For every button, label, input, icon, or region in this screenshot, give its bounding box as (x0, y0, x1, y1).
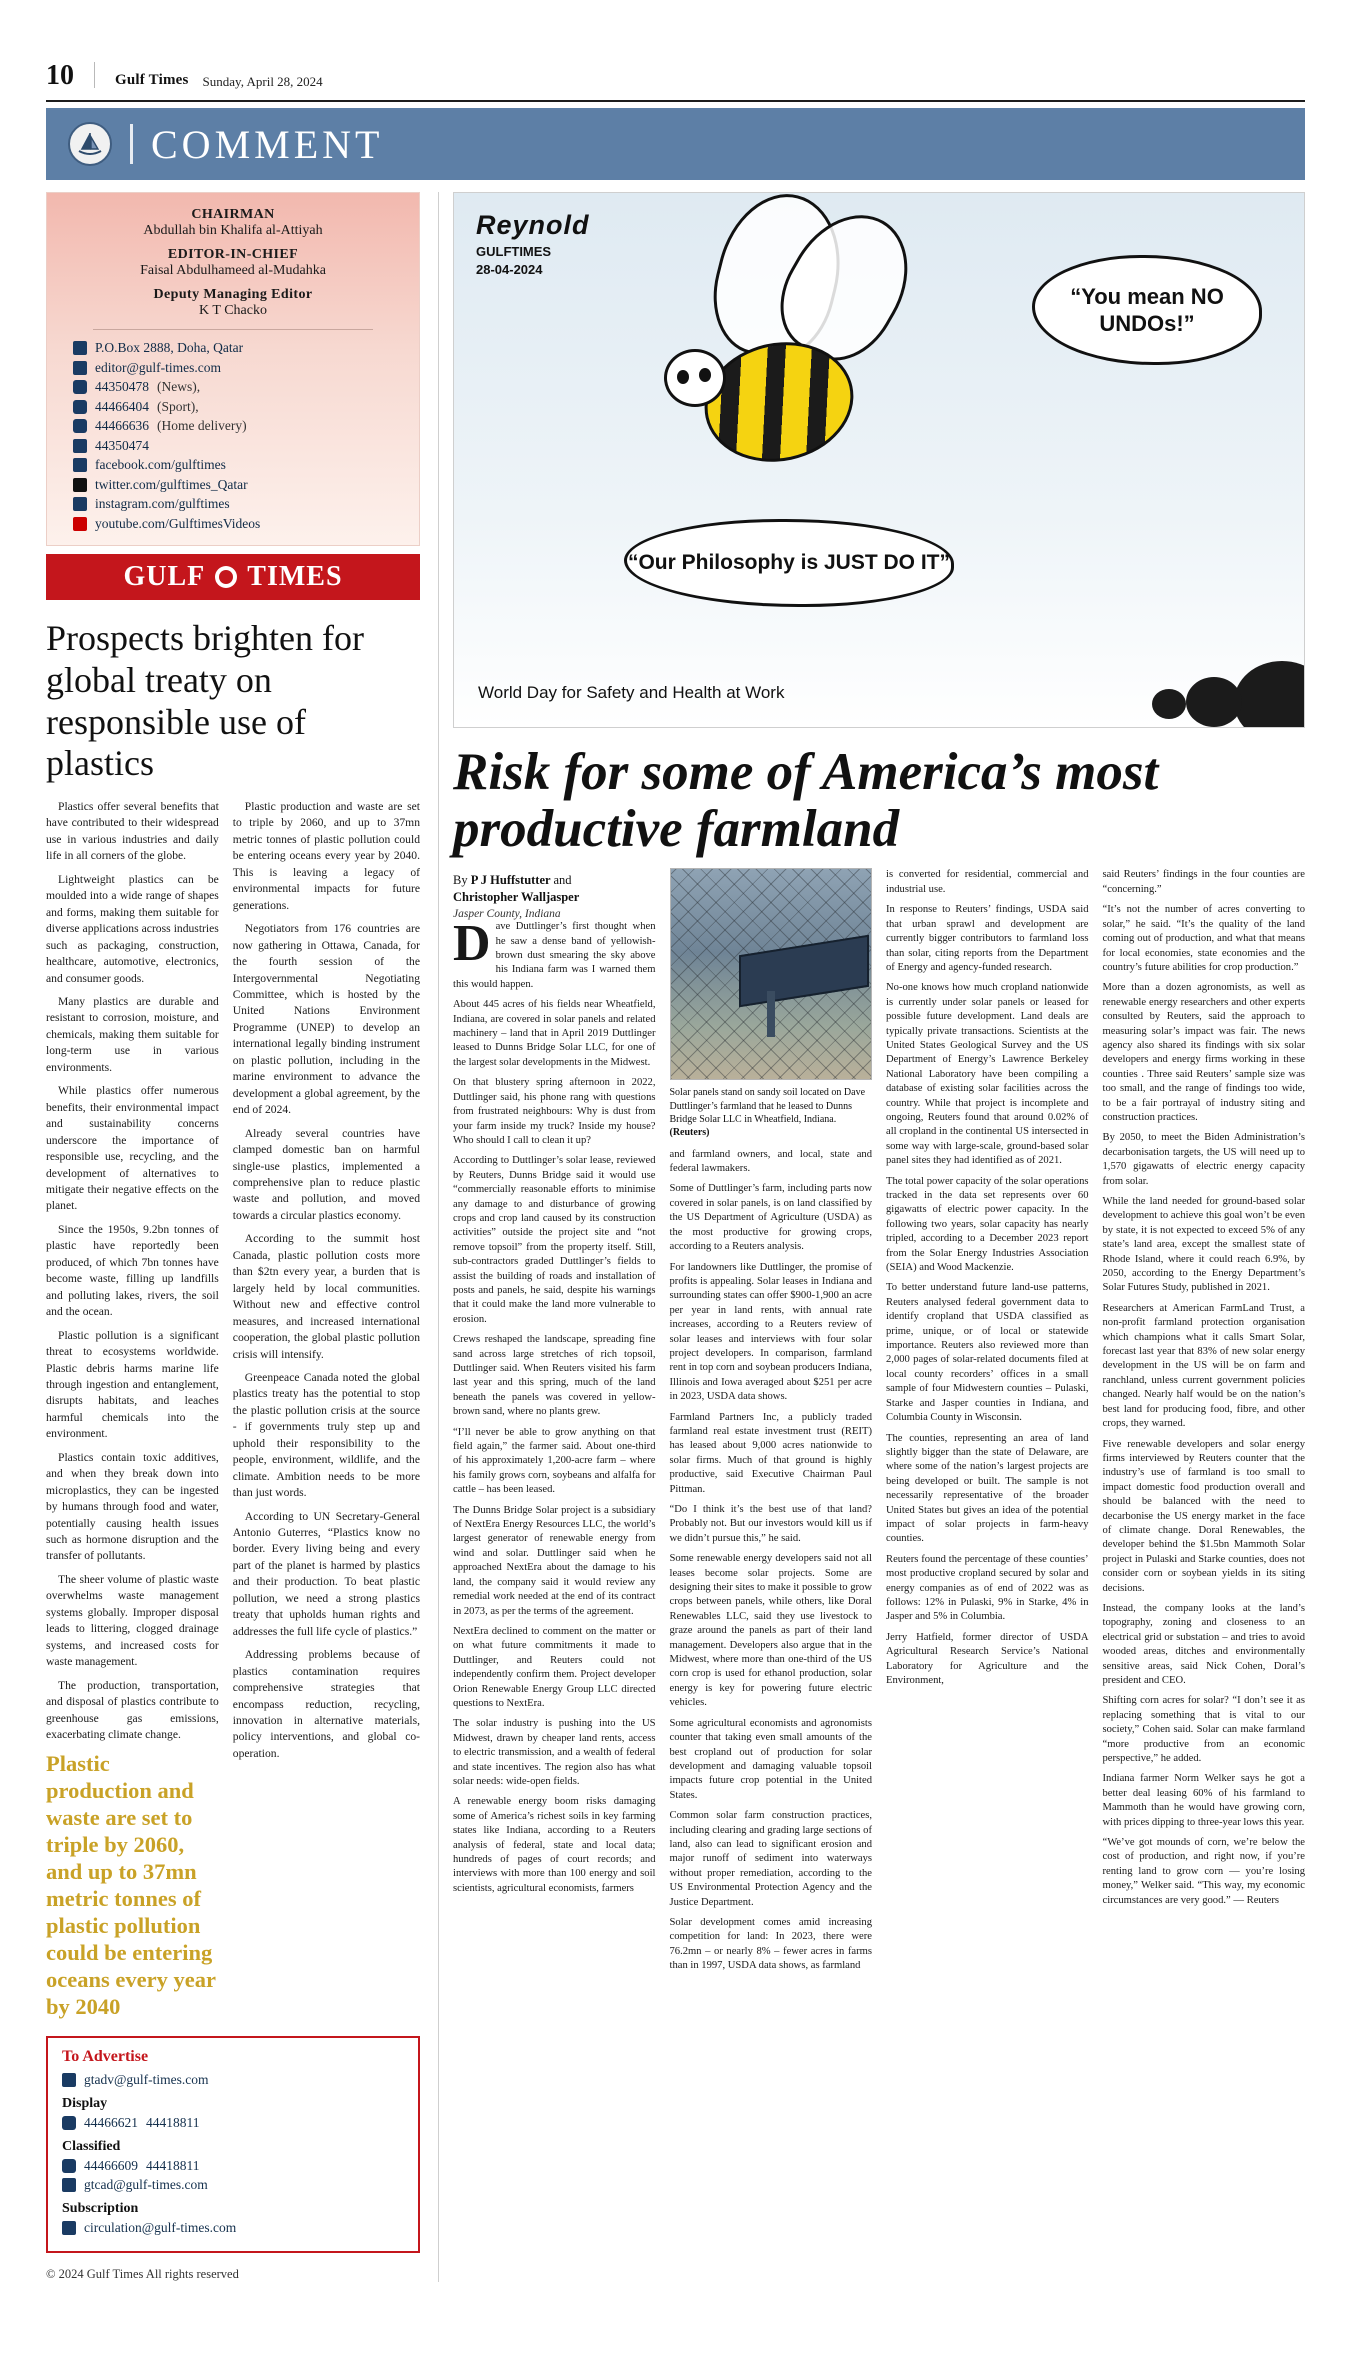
feature-col-4 (1103, 868, 1306, 1979)
page-number: 10 (46, 60, 74, 91)
byline-author-1: P J Huffstutter (470, 873, 551, 888)
contact-text[interactable]: editor@gulf-times.com (95, 359, 222, 375)
mail-icon (62, 2073, 76, 2087)
advertise-box (46, 2036, 420, 2253)
paragraph: Lightweight plastics can be moulded into a wide range of shapes and forms, making them suitable for diverse applications across industries such as packaging, construction, healthcare, automotive, electronics, and consumer goods. (46, 872, 219, 985)
bee-head-icon (664, 349, 726, 407)
classified-label: Classified (62, 2139, 121, 2155)
phone-icon (62, 2116, 76, 2130)
paragraph: Farmland Partners Inc, a publicly traded farmland real estate investment trust (REIT) has leased about 9,000 acres nationwide to solar firms. Much of that ground is highly productive, said Executive Chairman Paul Pittman. (669, 1411, 872, 1495)
paragraph: NextEra declined to comment on the matter or on what future commitments it made to Duttlinger, and Reuters could not independently confirm them. Project developer Orion Renewable Energy Group LLC directed questions to NextEra. (453, 1625, 656, 1709)
paragraph: Jerry Hatfield, former director of USDA Agricultural Research Service’s National Laboratory for Agriculture and the Environment, (886, 1631, 1089, 1686)
advertise-email[interactable]: gtadv@gulf-times.com (84, 2072, 209, 2088)
paragraph: Since the 1950s, 9.2bn tonnes of plastic have reportedly been produced, of which 7bn tonnes have become waste, filling up landfills and polluting lakes, rivers, the soil and the ocean. (46, 1222, 219, 1319)
paper-name: Gulf Times (115, 72, 189, 88)
paragraph: No-one knows how much cropland nationwide is currently under solar panels or leased for possible future development. Land deals are typically private transactions. Scientists at the United States Geological Survey and the US Department of Energy’s Lawrence Berkeley National Laboratory have been compiling a database of existing solar facilities across the country. While that project is incomplete and ongoing, Reuters found that around 0.02% of all cropland in the continental US intersected in some way with large-scale, ground-based solar panel sites they had identified as of 2021. (886, 982, 1089, 1167)
contact-text[interactable]: youtube.com/GulftimesVideos (95, 515, 261, 531)
paragraph: The Dunns Bridge Solar project is a subsidiary of NextEra Energy Resources LLC, the world’s largest generator of renewable energy from wind and solar. Duttlinger said when he approached NextEra about the damage to his land, the company said it would review any remedial work needed at the end of its contract in 2073, as per the terms of the agreement. (453, 1504, 656, 1617)
paragraph: On that blustery spring afternoon in 2022, Duttlinger said, his phone rang with questions from frustrated neighbours: Why is dust from your farm inside my truck? Inside my house? Who should I call to clean it up? (453, 1077, 656, 1146)
left-column (46, 192, 438, 2282)
paragraph: The production, transportation, and disposal of plastics contribute to greenhouse gas emissions, exacerbating climate change. (46, 1678, 219, 1742)
paragraph: For landowners like Duttlinger, the promise of profits is appealing. Solar leases in Indiana and surrounding states can offer $900-1,900 an acre per year in land rents, with annual rate increases, according to a Reuters review of solar leases and interviews with four solar project developers. In comparison, farmland rent in top corn and soybean producers Indiana, Illinois and Iowa averaged about $251 per acre in 2023, USDA data shows. (669, 1261, 872, 1403)
photo-caption-text: Solar panels stand on sandy soil located on Dave Duttlinger’s farmland that he leased to Dunns Bridge Solar LLC in Wheatfield, Indiana. (669, 1087, 866, 1126)
paragraph: Instead, the company looks at the land’s topography, zoning and closeness to an electrical grid or substation – and tries to avoid wooded areas, ditches and environmentally sensitive areas, said Nick Cohen, Doral’s president and CEO. (1102, 1602, 1305, 1686)
editor-label: EDITOR-IN-CHIEF (167, 247, 299, 262)
instagram-icon (73, 497, 87, 511)
paragraph: The solar industry is pushing into the US Midwest, drawn by cheaper land rents, access to electric transmission, and a wealth of federal and state incentives. The region also has what solar needs: wide-open fields. (453, 1718, 656, 1787)
contact-note: (Sport), (157, 398, 199, 414)
list-item[interactable] (73, 399, 393, 415)
deputy-name: K T Chacko (199, 303, 267, 318)
paragraph: According to the summit host Canada, plastic pollution costs more than $2tn every year, a burden that is largely held by local communities. Without new and effective control measures, and increased international cooperation, the global plastic pollution crisis will intensify. (232, 1232, 420, 1361)
dateline: Jasper County, Indiana (453, 908, 561, 921)
paragraph: The total power capacity of the solar operations tracked in the data set represents over 60 gigawatts of electric power capacity. In the following two years, solar capacity has nearly tripled, according to a December 2023 report from the Solar Energy Industries Association (SEIA) and Wood Mackenzie. (886, 1175, 1089, 1274)
phone-icon (73, 400, 87, 414)
paragraph: Dave Duttlinger’s first thought when he saw a dense band of yellowish-brown dust smearing the sky above his Indiana farm was I warned them this would happen. (453, 915, 656, 990)
display-label: Display (62, 2096, 108, 2112)
list-item[interactable] (73, 496, 393, 512)
feature-headline: Risk for some of America’s most productive farmland (453, 743, 1159, 859)
paragraph: In response to Reuters’ findings, USDA said that urban sprawl and development are currently bigger contributors to farmland loss than solar, citing reports from the Department of Energy and agency-funded research. (886, 904, 1089, 973)
editor-name: Faisal Abdulhameed al-Mudahka (140, 263, 326, 278)
paragraph: “I’ll never be able to grow anything on that field again,” the farmer said. About one-third of his approximately 1,200-acre farm – where his family grows corn, soybeans and alfalfa for cattle – has been leased. (453, 1426, 656, 1496)
display-phone-1[interactable]: 44466621 (84, 2115, 138, 2131)
paragraph: Plastics offer several benefits that have contributed to their widespread use in various industries and daily life in all corners of the globe. (46, 800, 219, 863)
contact-list (63, 340, 403, 532)
paragraph: The sheer volume of plastic waste overwhelms waste management systems globally. Improper disposal leads to littering, clogged drainage systems, and increased costs for waste management. (46, 1572, 219, 1669)
mail-icon (73, 361, 87, 375)
brand-right: TIMES (247, 561, 343, 592)
cartoon-caption: World Day for Safety and Health at Work (478, 683, 785, 702)
subscription-label: Subscription (62, 2201, 139, 2217)
fax-icon (73, 439, 87, 453)
contact-text[interactable]: instagram.com/gulftimes (95, 496, 230, 511)
list-item (73, 438, 393, 454)
paragraph: Common solar farm construction practices, including clearing and grading large sections of land, also can lead to significant erosion and major runoff of sediment into waterways without proper remediation, according to the US Environmental Protection Agency and the Justice Department. (669, 1810, 872, 1908)
mail-icon (62, 2221, 76, 2235)
paragraph: Some renewable energy developers said not all leases become solar projects. Some are designing their sites to make it possible to grow crops between panels, while others, like Doral Renewables LLC, said they use livestock to graze around the panels as part of their land management. Developers also argue that in the Midwest, where more than one-third of the US corn crop is used for ethanol production, solar energy is key for powering future electric vehicles. (669, 1553, 872, 1709)
contact-text[interactable]: facebook.com/gulftimes (95, 457, 226, 472)
paragraph: Reuters found the percentage of these counties’ most productive cropland secured by solar and energy companies as of end of 2022 was as follows: 12% in Pulaski, 9% in Starke, 4% in Jasper and 5% in Columbia. (886, 1553, 1089, 1623)
right-column (438, 192, 1305, 2282)
list-item[interactable] (73, 516, 393, 532)
paragraph: is converted for residential, commercial and industrial use. (886, 869, 1089, 895)
photo-caption (670, 1086, 873, 1139)
cartoonist-name: Reynold (476, 210, 590, 240)
paragraph: According to UN Secretary-General Antonio Guterres, “Plastics know no border. Every living being and every part of the planet is harmed by plastics and their production. To beat plastic pollution, we need a strong plastics treaty that upholds human rights and addresses the full life cycle of plastics.” (232, 1509, 420, 1638)
paragraph: The counties, representing an area of land slightly bigger than the state of Delaware, are where some of the nation’s largest projects are being developed or built. The sample is not necessarily representative of the broader United States but gives an idea of the potential impact of solar projects in farm-heavy counties. (886, 1432, 1089, 1545)
globe-icon (215, 566, 237, 588)
editorial-body (46, 799, 420, 2020)
list-item[interactable] (62, 2220, 404, 2236)
byline-prefix: By (453, 873, 468, 888)
classified-phone-2[interactable]: 44418811 (146, 2158, 200, 2174)
paragraph: While the land needed for ground-based solar development to achieve this goal won’t be even by state, it is not expected to exceed 5% of any state’s land area, except the smallest state of Rhode Island, where it could reach 6.9%, by 2050, according to the Energy Department’s Solar Futures Study, published in 2021. (1102, 1196, 1305, 1294)
byline (453, 872, 656, 906)
copyright: © 2024 Gulf Times All rights reserved (46, 2267, 239, 2282)
paragraph: Plastics contain toxic additives, and when they break down into microplastics, they can be ingested by humans through food and water, potentially causing health issues such as hormone disruption and the transfer of pollutants. (46, 1450, 219, 1563)
list-item[interactable] (62, 2072, 404, 2088)
paragraph: Crews reshaped the landscape, spreading fine sand across large stretches of rich topsoil, Duttlinger said. When Reuters visited his farm last year and this spring, much of the land beneath the panels was covered in yellow-brown sand, where no plants grew. (453, 1334, 656, 1418)
paragraph: Addressing problems because of plastics contamination requires comprehensive strategies that encompass reduction, recycling, innovation in alternative materials, policy interventions, and global co-operation. (232, 1648, 420, 1760)
feature-col-2 (670, 868, 873, 1979)
byline-author-2: Christopher Walljasper (453, 890, 580, 905)
paragraph: Already several countries have clamped domestic ban on harmful single-use plastics, implemented a comprehensive plan to reduce plastic waste and pollution, and moved towards a circular plastics economy. (232, 1126, 420, 1222)
chairman-name: Abdullah bin Khalifa al-Attiyah (143, 223, 323, 238)
subscription-email[interactable]: circulation@gulf-times.com (84, 2220, 237, 2236)
list-item[interactable] (62, 2177, 404, 2193)
feature-body (453, 868, 1305, 1979)
contact-note: (Home delivery) (157, 418, 247, 433)
pull-quote: Plastic production and waste are set to triple by 2060, and up to 37mn metric tonnes of plastic pollution could be entering oceans every year by 2040 (46, 1751, 216, 2020)
paragraph: By 2050, to meet the Biden Administration’s decarbonisation targets, the US will need up to 1,570 gigawatts of electric energy capacity from solar. (1102, 1132, 1305, 1187)
editorial-col-2 (233, 799, 420, 2020)
paragraph: Five renewable developers and solar energy firms interviewed by Reuters counter that the industry’s use of farmland is too small to impact domestic food production overall and should be balanced with the need to decarbonise the US energy market in the face of climate change. Doral Renewables, the developer behind the $1.5bn Mammoth Solar project in Pulaski and Starke counties, does not consider corn or soybean yields in its siting decisions. (1102, 1438, 1305, 1594)
classified-phone-1[interactable]: 44466609 (84, 2158, 138, 2174)
gulf-times-logo (46, 554, 420, 600)
contact-text[interactable]: 44350478 (95, 379, 149, 394)
contact-text: 44350474 (95, 437, 149, 453)
paragraph: More than a dozen agronomists, as well as renewable energy researchers and other experts consulted by Reuters, said the approach to measuring solar’s impact was fair. The news agency also shared its findings with six solar developers and energy firms working in these counties . Three said Reuters’ sample size was too small, and the range of findings too wide, to be a fair portrayal of industry siting and construction practices. (1102, 982, 1305, 1123)
paragraph: About 445 acres of his fields near Wheatfield, Indiana, are covered in solar panels and related machinery – land that in April 2019 Duttlinger leased to Dunns Bridge Solar LLC, for one of the largest solar developments in the Midwest. (453, 999, 656, 1068)
paragraph: Negotiators from 176 countries are now gathering in Ottawa, Canada, for the fourth session of the Intergovernmental Negotiating Committee, which is hosted by the United Nations Environment Programme (UNEP) to develop an international legally binding instrument on plastic pollution, including in the marine environment to advance the development a global agreement, by the end of 2024. (232, 922, 420, 1117)
list-item[interactable] (73, 379, 393, 395)
editorial-col-1 (46, 799, 219, 2020)
paragraph: Plastic production and waste are set to triple by 2060, and up to 37mn metric tonnes of plastic pollution could be entering oceans every year by 2040. This is leaving a legacy of environmental impacts for future generations. (232, 800, 420, 912)
list-item[interactable] (73, 477, 393, 493)
brand-left: GULF (123, 561, 206, 592)
feature-col-1 (453, 868, 656, 1979)
mail-icon (62, 2178, 76, 2192)
contact-text: P.O.Box 2888, Doha, Qatar (95, 340, 244, 355)
deputy-label: Deputy Managing Editor (153, 287, 313, 302)
paragraph: Researchers at American FarmLand Trust, a non-profit farmland protection organisation which champions what it calls Smart Solar, forecast last year that 83% of new solar energy development in the US will be on farm and ranchland, unless current government policies changed. Nearly half would be on the nation’s best land for producing food, fibre, and other crops, they warned. (1102, 1302, 1305, 1430)
list-item[interactable] (62, 2115, 404, 2131)
paragraph: “Do I think it’s the best use of that land? Probably not. But our investors would kill us if we didn’t pursue this,” he said. (669, 1504, 872, 1544)
cartoon-date: 28-04-2024 (476, 261, 543, 277)
contact-text[interactable]: 44466404 (95, 398, 149, 414)
ship-sail-icon (68, 122, 112, 166)
list-item[interactable] (62, 2158, 404, 2174)
paragraph: and farmland owners, and local, state and federal lawmakers. (669, 1148, 872, 1175)
paragraph: Some agricultural economists and agronomists counter that taking even small amounts of the best cropland out of production for solar development and damaging valuable topsoil impacts future crop potential in the United States. (669, 1717, 872, 1801)
speech-bubble-right: “You mean NO UNDOs!” (1032, 255, 1262, 365)
masthead-divider (93, 329, 373, 330)
paragraph: While plastics offer numerous benefits, their environmental impact and sustainability concerns underscore the importance of responsible use, recycling, and the development of alternatives to mitigate their negative effects on the planet. (46, 1084, 219, 1213)
paragraph: Some of Duttlinger’s farm, including parts now covered in solar panels, is on land classified by the US Department of Agriculture (USDA) as the most productive for growing crops, according to a Reuters analysis. (669, 1183, 872, 1253)
list-item[interactable] (73, 360, 393, 376)
header-divider (94, 62, 95, 88)
paragraph: “We’ve got mounds of corn, we’re below the cost of production, and right now, if you’re renting land to grow corn — you’re losing money,” Welker said. “This way, my economic circumstances are very good.” — Reuters (1102, 1837, 1305, 1906)
youtube-icon (73, 517, 87, 531)
paragraph: said Reuters’ findings in the four counties are “concerning.” (1102, 869, 1305, 895)
cartoon-paper: GULFTIMES (476, 244, 552, 260)
page-header (46, 0, 1305, 96)
list-item[interactable] (73, 418, 393, 434)
editorial-cartoon (453, 192, 1305, 728)
paragraph: Shifting corn acres for solar? “I don’t see it as replacing something that is vital to our society,” Cohen said. Solar can make farmland “more productive from an economic perspective,” he added. (1102, 1695, 1305, 1765)
masthead-box (46, 192, 420, 546)
bee-illustration (704, 343, 854, 461)
cartoon-signature (476, 207, 590, 279)
facebook-icon (73, 458, 87, 472)
paragraph: “It’s not the number of acres converting to solar,” he said. “It’s the quality of the land coming out of production, and what that means for local economies, state economies and the country’s future abilities for crop production.” (1102, 904, 1305, 973)
phone-icon (73, 419, 87, 433)
article-photo (670, 868, 873, 1080)
classified-email[interactable]: gtcad@gulf-times.com (84, 2177, 208, 2193)
paragraph: According to Duttlinger’s solar lease, reviewed by Reuters, Dunns Bridge said it would use “commercially reasonable efforts to minimise any damage to and disturbance of growing crops and crop land caused by its construction activities” outside the project site and “not remove topsoil” from the property itself. Still, sub-contractors graded Duttlinger’s fields to assist the building of roads and installation of posts and panels, he said, despite his warnings that it could make the land more vulnerable to erosion. (453, 1155, 656, 1325)
contact-text[interactable]: twitter.com/gulftimes_Qatar (95, 476, 248, 492)
photo-credit: (Reuters) (669, 1127, 710, 1139)
section-banner (46, 108, 1305, 180)
advertise-title: To Advertise (62, 2048, 149, 2066)
x-twitter-icon (73, 478, 87, 492)
feature-col-3 (886, 868, 1089, 1979)
chairman-label: CHAIRMAN (191, 207, 275, 222)
contact-note: (News), (157, 379, 201, 394)
contact-text[interactable]: 44466636 (95, 418, 149, 433)
paragraph: Solar development comes amid increasing competition for land: In 2023, there were 76.2mn – or nearly 8% – fewer acres in farms than in 1997, USDA data shows, as farmland (669, 1916, 872, 1972)
display-phone-2[interactable]: 44418811 (146, 2115, 200, 2131)
header-rule (46, 100, 1305, 102)
speech-bubble-left: “Our Philosophy is JUST DO IT” (624, 519, 954, 607)
paragraph: To better understand future land-use patterns, Reuters analysed federal government data to identify cropland that USDA classified as prime, unique, or of local or statewide importance. Reuters also reviewed more than 2,000 pages of solar-related documents filed at local county recorders’ offices in a small sample of four Midwestern counties – Pulaski, Starke and Jasper counties in Indiana, and Columbia County in Wisconsin. (886, 1282, 1089, 1424)
paragraph: Many plastics are durable and resistant to corrosion, moisture, and chemicals, making them suitable for long-term use in various environments. (46, 994, 219, 1074)
paragraph: Indiana farmer Norm Welker says he got a better deal leasing 60% of his farmland to Mammoth than he would have growing corn, with prices dipping to three-year lows this year. (1102, 1773, 1305, 1828)
solar-panel-leg (767, 991, 775, 1037)
byline-and: and (553, 873, 572, 888)
list-item (73, 340, 393, 356)
section-title: COMMENT (151, 121, 384, 167)
banner-divider (130, 124, 133, 164)
mail-icon (73, 341, 87, 355)
paragraph: Greenpeace Canada noted the global plastics treaty has the potential to stop the plastic pollution crisis at the source - if governments truly step up and uphold their responsibility to the people, environment, wildlife, and the climate. Ambition needs to be more than just words. (232, 1370, 420, 1500)
paragraph: Plastic pollution is a significant threat to ecosystems worldwide. Plastic debris harms marine life through ingestion and entanglement, disrupts habitats, and leaches harmful chemicals into the environment. (46, 1328, 219, 1441)
list-item[interactable] (73, 457, 393, 473)
paragraph: A renewable energy boom risks damaging some of America’s richest soils in key farming states like Indiana, according to a Reuters analysis of federal, state and local data; hundreds of pages of court records; and interviews with more than 100 energy and soil scientists, agricultural economists, farmers (453, 1796, 656, 1894)
editorial-headline: Prospects brighten for global treaty on responsible use of plastics (46, 618, 364, 784)
paper-date: Sunday, April 28, 2024 (202, 74, 323, 89)
phone-icon (73, 380, 87, 394)
phone-icon (62, 2159, 76, 2173)
